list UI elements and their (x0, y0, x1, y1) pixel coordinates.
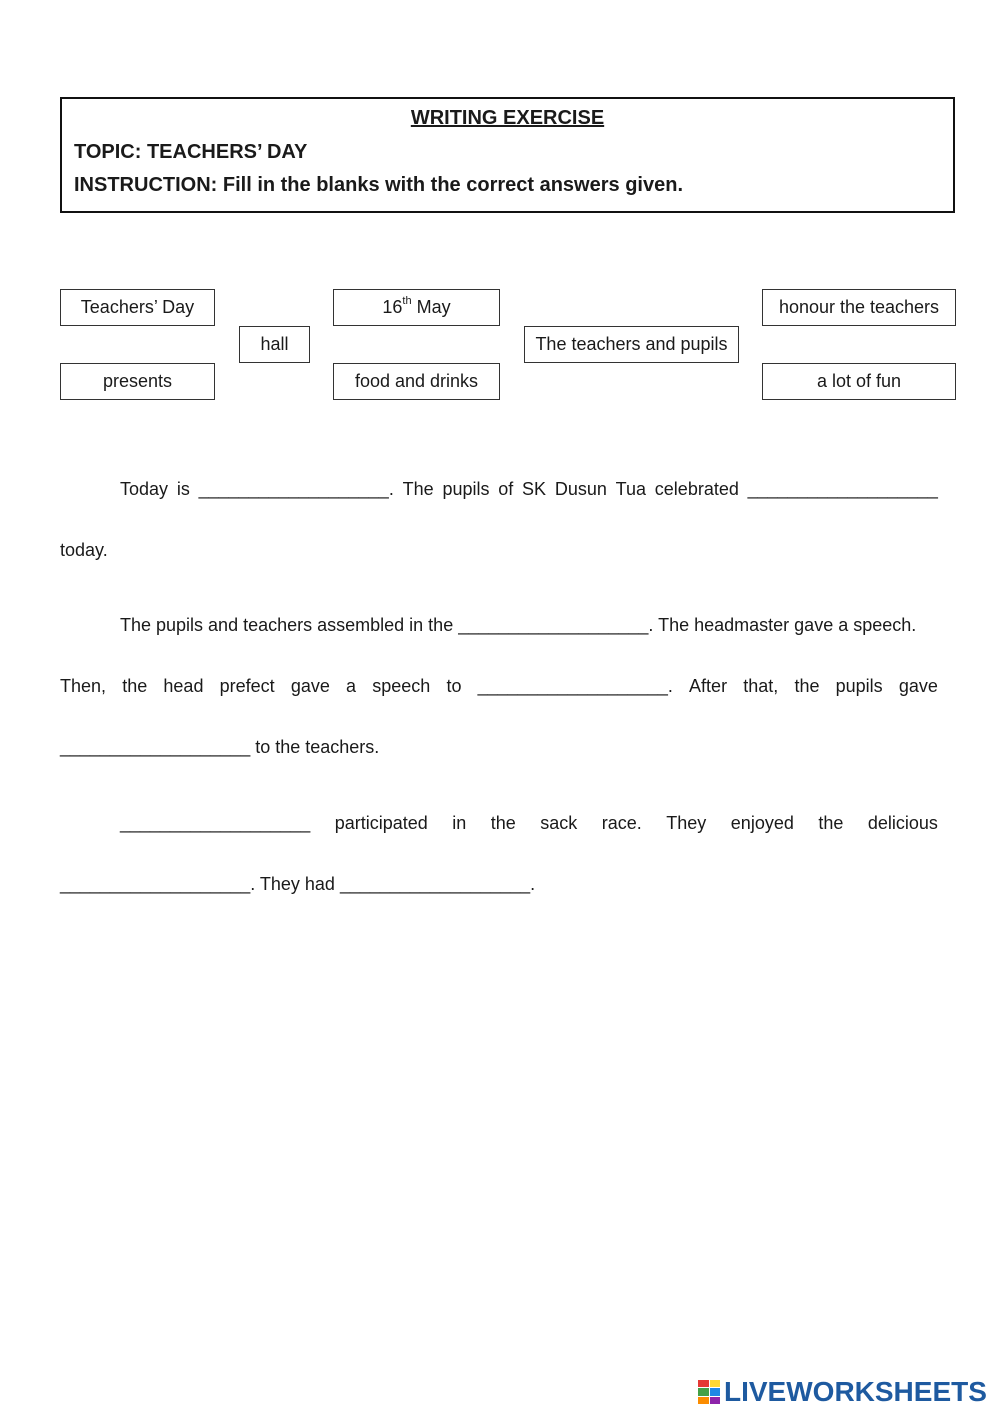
word-option-food-and-drinks[interactable] (333, 363, 500, 400)
passage-p3-line1: ___________________ participated in the sack race. They enjoyed the delicious (120, 813, 938, 833)
blank-8[interactable]: ___________________ (339, 874, 531, 894)
blank-4[interactable]: ___________________ (477, 676, 668, 696)
logo-square (698, 1380, 709, 1387)
blank-1[interactable]: ___________________ (198, 479, 389, 499)
word-label: 16th May (382, 295, 451, 317)
logo-square (710, 1388, 721, 1395)
word-label: presents (102, 371, 173, 391)
liveworksheets-logo (698, 1376, 987, 1408)
worksheet-instruction: INSTRUCTION: Fill in the blanks with the correct answers given. (74, 174, 683, 196)
logo-square (698, 1397, 709, 1404)
blank-5[interactable]: ___________________ (60, 737, 251, 757)
logo-square (698, 1388, 709, 1395)
word-option-presents[interactable] (60, 363, 215, 400)
word-label: Teachers’ Day (80, 297, 195, 317)
blank-7[interactable]: ___________________ (60, 874, 251, 894)
word-label: honour the teachers (778, 297, 940, 317)
liveworksheets-logo-icon (698, 1380, 720, 1404)
worksheet-topic: TOPIC: TEACHERS’ DAY (74, 141, 308, 163)
word-label: a lot of fun (816, 371, 902, 391)
blank-2[interactable]: ___________________ (747, 479, 938, 499)
header-box (60, 97, 955, 213)
word-label: food and drinks (354, 371, 479, 391)
logo-square (710, 1397, 721, 1404)
passage-p3-line2: ___________________. They had ___________________. (60, 874, 536, 894)
passage-p2-line1: The pupils and teachers assembled in the ___________________. The headmaster gave a speech. (120, 615, 917, 635)
passage-p2-line2: Then, the head prefect gave a speech to ___________________. After that, the pupils gave (60, 676, 938, 696)
logo-text: LIVEWORKSHEETS (724, 1376, 987, 1407)
blank-6[interactable]: ___________________ (120, 813, 311, 833)
word-label: hall (260, 334, 289, 354)
word-label: The teachers and pupils (535, 334, 728, 354)
word-option-16th-may[interactable] (333, 289, 500, 326)
word-option-hall[interactable] (239, 326, 310, 363)
passage-p1-line1: Today is ___________________. The pupils of SK Dusun Tua celebrated ___________________ (120, 479, 938, 499)
word-option-a-lot-of-fun[interactable] (762, 363, 956, 400)
word-option-teachers-day[interactable] (60, 289, 215, 326)
word-option-teachers-and-pupils[interactable] (524, 326, 739, 363)
passage-p2-line3: ___________________ to the teachers. (60, 737, 380, 757)
logo-square (710, 1380, 721, 1387)
word-option-honour-the-teachers[interactable] (762, 289, 956, 326)
worksheet-title: WRITING EXERCISE (410, 107, 605, 129)
blank-3[interactable]: ___________________ (458, 615, 649, 635)
passage-p1-line2: today. (60, 540, 108, 560)
